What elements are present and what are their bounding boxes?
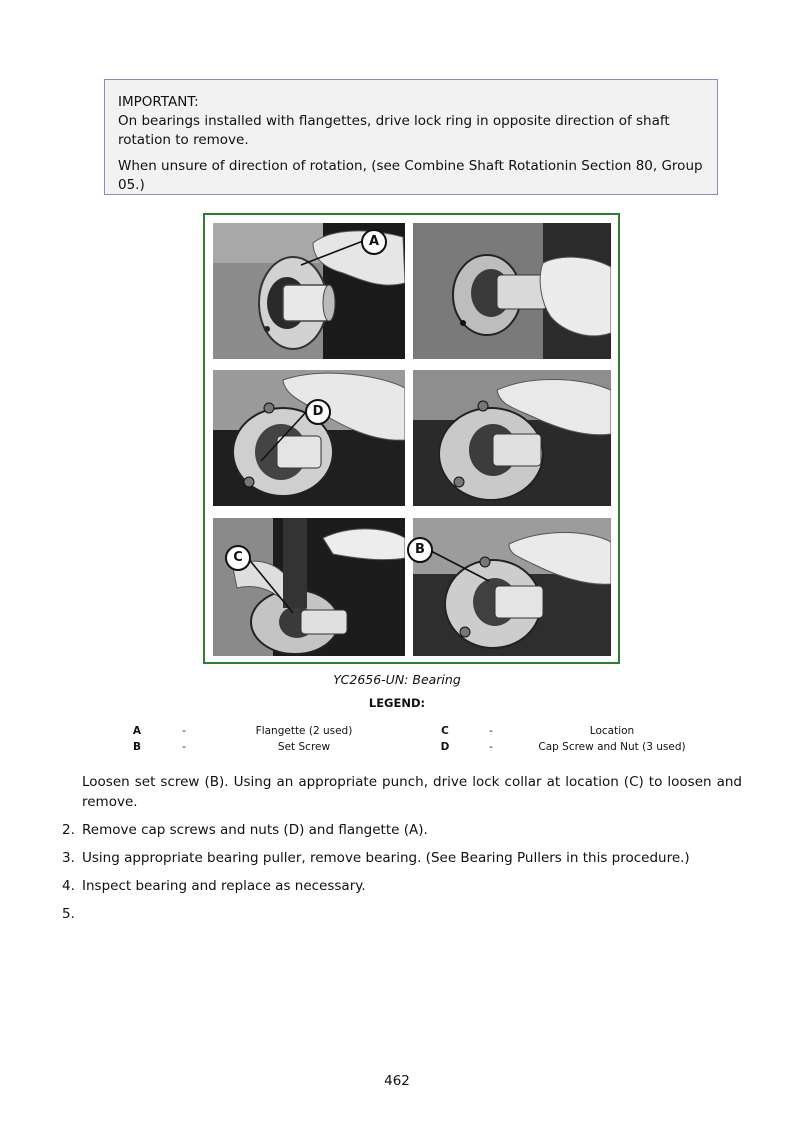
page-number: 462 xyxy=(384,1073,410,1089)
step-number: 3. xyxy=(62,850,75,866)
legend-dash: - xyxy=(489,725,493,737)
callout-d: D xyxy=(305,399,331,425)
step-number: 5. xyxy=(62,906,75,922)
legend-text: Set Screw xyxy=(277,741,331,753)
legend-dash: - xyxy=(182,741,186,753)
legend-row xyxy=(0,725,794,741)
legend-dash: - xyxy=(489,741,493,753)
important-notice xyxy=(104,79,718,195)
important-heading: IMPORTANT: xyxy=(118,94,199,110)
step-2-text: Remove cap screws and nuts (D) and flangette (A). xyxy=(82,822,428,838)
legend-row xyxy=(0,741,794,757)
callout-c: C xyxy=(225,545,251,571)
step-4-text: Inspect bearing and replace as necessary. xyxy=(82,878,366,894)
legend-title: LEGEND: xyxy=(368,696,426,710)
legend-key: B xyxy=(132,741,141,753)
legend-text: Flangette (2 used) xyxy=(255,725,353,737)
legend-key: D xyxy=(440,741,450,753)
legend-text: Cap Screw and Nut (3 used) xyxy=(538,741,686,753)
important-text-2: When unsure of direction of rotation, (see Combine Shaft Rotationin Section 80, Group 05.) xyxy=(118,158,703,193)
callout-b: B xyxy=(407,537,433,563)
legend-key: C xyxy=(441,725,449,737)
legend-text: Location xyxy=(589,725,635,737)
important-text-1: On bearings installed with flangettes, drive lock ring in opposite direction of shaft rotation to remove. xyxy=(118,113,670,148)
legend-key: A xyxy=(132,725,142,737)
step-number: 2. xyxy=(62,822,75,838)
figure-caption: YC2656-UN: Bearing xyxy=(333,672,461,687)
step-3-text: Using appropriate bearing puller, remove bearing. (See Bearing Pullers in this procedure.) xyxy=(82,850,690,866)
legend-dash: - xyxy=(182,725,186,737)
bearing-figure xyxy=(203,213,620,664)
step-number: 4. xyxy=(62,878,75,894)
step-1-text: Loosen set screw (B). Using an appropriate punch, drive lock collar at location (C) to loosen and remove. xyxy=(82,774,742,810)
callout-overlay xyxy=(205,215,618,662)
callout-a: A xyxy=(361,229,387,255)
